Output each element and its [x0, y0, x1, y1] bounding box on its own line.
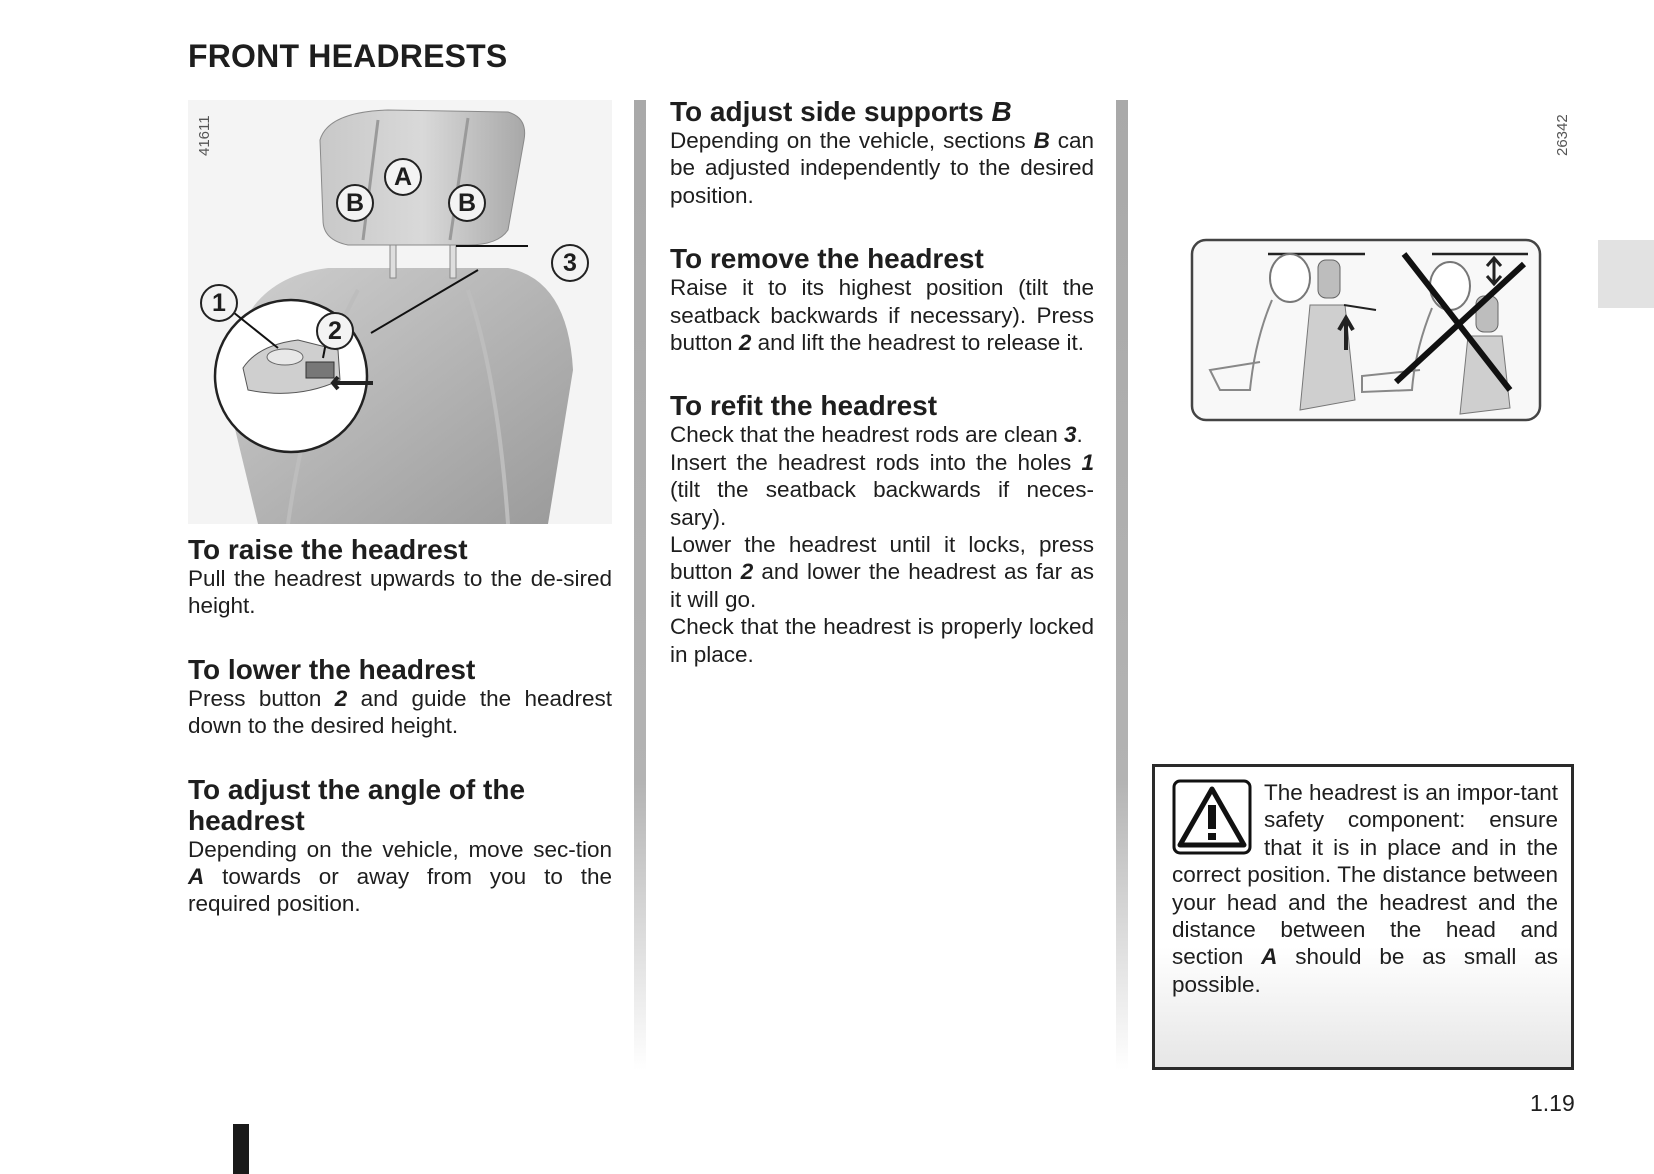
bottom-marker-bar [233, 1124, 249, 1174]
column-divider-1 [634, 100, 646, 1070]
callout-A: A [384, 158, 422, 196]
section-remove [670, 243, 1094, 356]
angle-text [188, 836, 612, 918]
angle-text-a: Depending on the vehicle, move sec-tion [188, 836, 612, 862]
refit-ref-1: 1 [1081, 449, 1094, 475]
headrest-shape [320, 110, 525, 245]
side-heading [670, 96, 1094, 127]
side-text [670, 127, 1094, 209]
section-angle [188, 774, 612, 918]
callout-2: 2 [316, 312, 354, 350]
warning-box [1152, 764, 1574, 1070]
chapter-tab [1598, 240, 1654, 308]
refit-line2-a: Insert the headrest rods into the holes [670, 449, 1082, 475]
remove-text-c: and lift the headrest to release it. [751, 330, 1085, 356]
callout-1: 1 [200, 284, 238, 322]
refit-line3-a: Lower the headrest until it locks, press button [670, 532, 1094, 585]
callout-B-right: B [448, 184, 486, 222]
remove-text [670, 274, 1094, 356]
raise-heading: To raise the headrest [188, 534, 468, 565]
figure-ref-left: 41611 [196, 115, 213, 156]
figure-ref-right: 26342 [1554, 114, 1571, 156]
section-lower [188, 654, 612, 740]
warning-triangle-icon [1172, 779, 1252, 855]
refit-line3-c: and lower the headrest as far as it will go. [670, 559, 1094, 612]
refit-line1-c: . [1076, 422, 1083, 448]
section-refit [670, 390, 1094, 668]
refit-line2-c: (tilt the seatback backwards if neces-sary). [670, 477, 1094, 530]
angle-ref-A: A [188, 864, 205, 890]
headrest-figure [188, 100, 612, 524]
column-divider-2 [1116, 100, 1128, 1070]
column-2 [670, 96, 1094, 696]
raise-text: Pull the headrest upwards to the de-sired height. [188, 566, 612, 619]
callout-3: 3 [551, 244, 589, 282]
section-raise [188, 534, 612, 620]
lower-heading: To lower the headrest [188, 653, 476, 685]
angle-heading: To adjust the angle of the headrest [188, 773, 526, 836]
remove-ref-2: 2 [738, 330, 752, 356]
remove-text-a: Raise it to its highest position (tilt the seatback backwards if necessary). Press button [670, 275, 1094, 356]
side-ref-B: B [1033, 128, 1050, 153]
side-heading-a: To adjust side supports [670, 96, 992, 127]
lower-ref-2: 2 [334, 685, 348, 711]
callout-B-left: B [336, 184, 374, 222]
refit-ref-2: 2 [740, 559, 754, 585]
page-number: 1.19 [1530, 1090, 1575, 1116]
warning-ref-A: A [1261, 944, 1278, 970]
lower-text-c: and guide the headrest down to the desired height. [188, 685, 612, 739]
position-illustration [1150, 100, 1580, 440]
refit-heading: To refit the headrest [670, 390, 938, 422]
refit-line-2 [670, 449, 1094, 531]
column-1 [188, 534, 612, 946]
refit-line1-a: Check that the headrest rods are clean [670, 422, 1064, 448]
side-heading-b: B [991, 96, 1012, 127]
refit-line-4: Check that the headrest is properly locked in place. [670, 614, 1094, 667]
warning-text [1172, 779, 1558, 998]
side-text-a: Depending on the vehicle, sections [670, 128, 1034, 153]
page-title: FRONT HEADRESTS [188, 38, 508, 74]
refit-line-3 [670, 531, 1094, 613]
section-side-supports [670, 96, 1094, 209]
refit-line-1 [670, 421, 1094, 448]
refit-ref-3: 3 [1063, 422, 1077, 448]
warning-text-a: The headrest is an impor-tant safety component: ensure that it is in place and in the correct position. The distance between your head and the headrest and the distance between the head and section [1172, 780, 1558, 970]
remove-heading: To remove the headrest [670, 243, 984, 275]
angle-text-c: towards or away from you to the required position. [188, 864, 612, 917]
lower-text [188, 685, 612, 740]
position-figure [1150, 100, 1580, 440]
side-text-c: can be adjusted independently to the desired position. [670, 128, 1095, 208]
warning-text-c: should be as small as possible. [1172, 944, 1558, 997]
lower-text-a: Press button [188, 685, 335, 711]
